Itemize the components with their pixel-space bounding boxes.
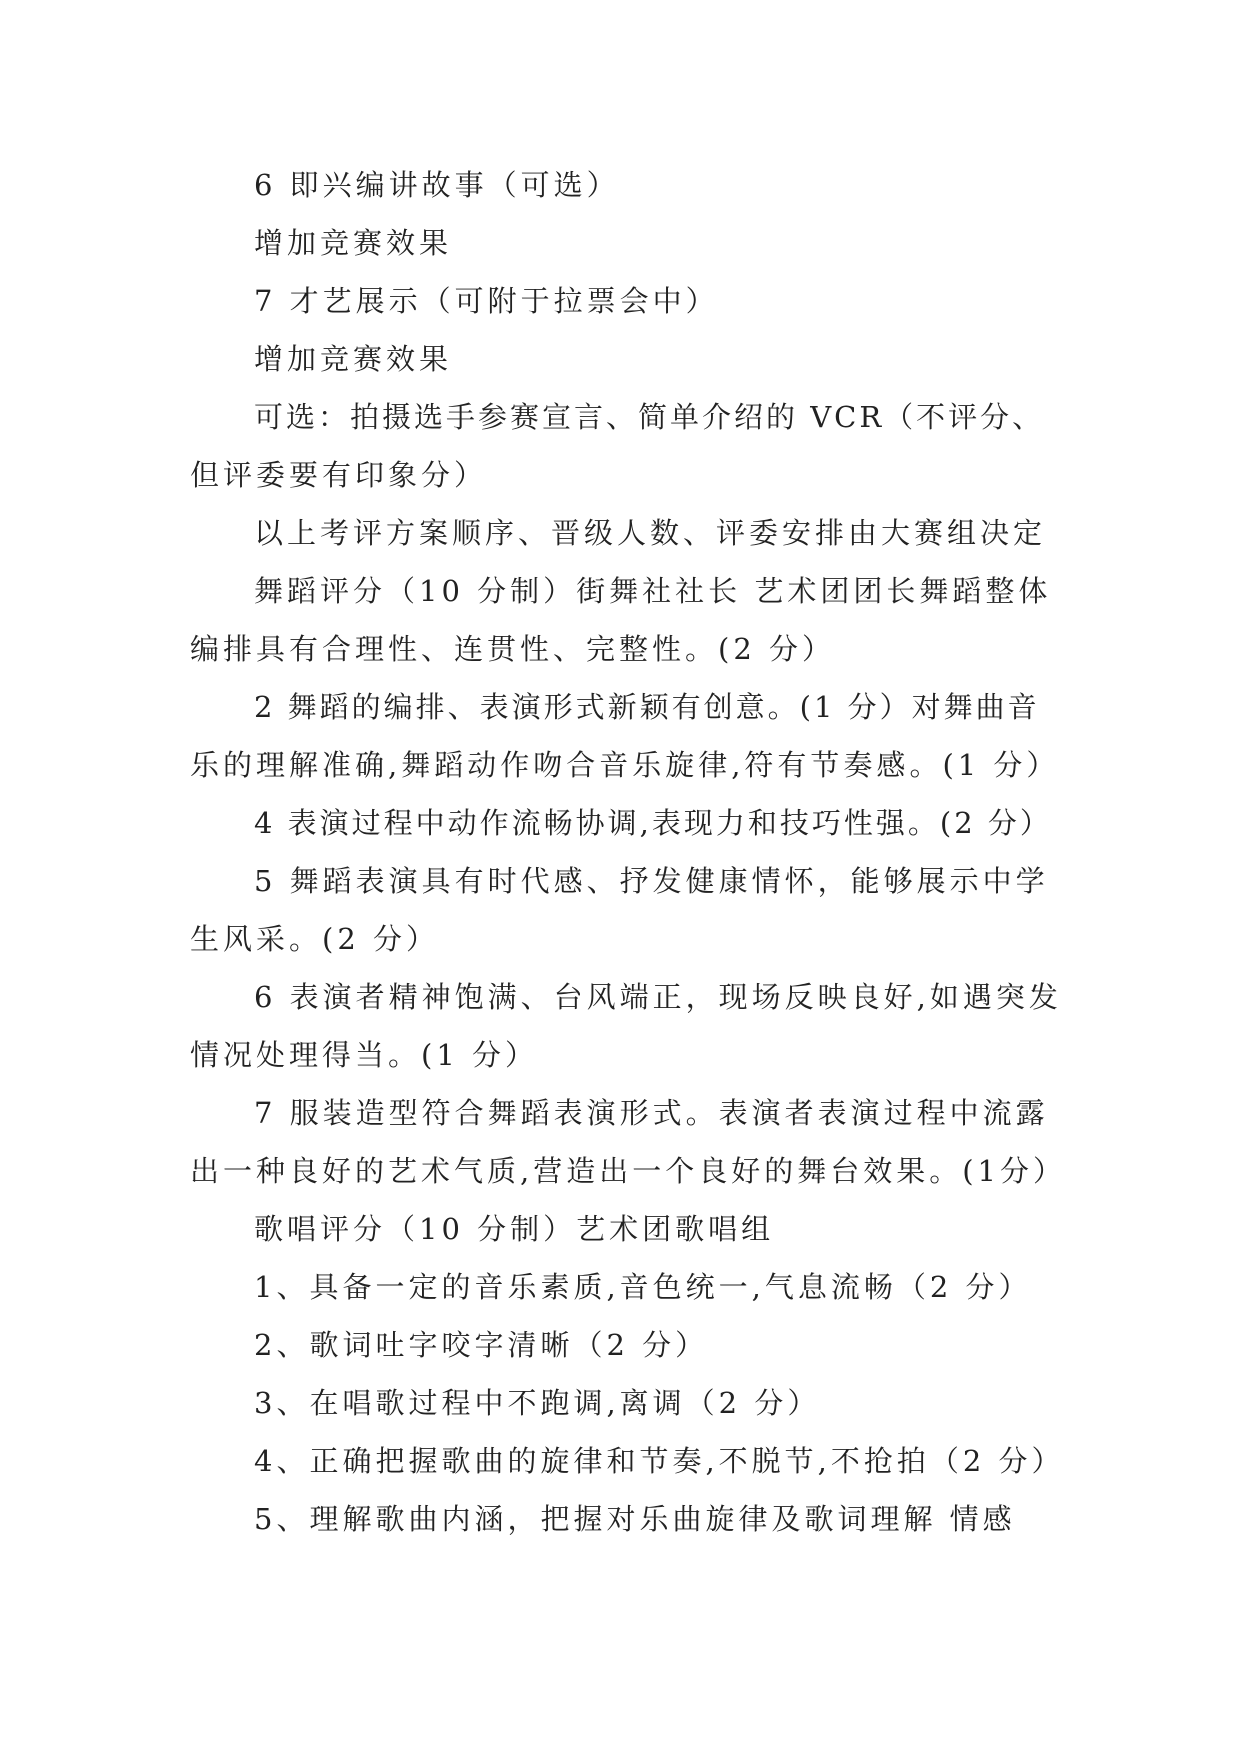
paragraph-line: 2、歌词吐字咬字清晰（2 分） [254,1328,709,1362]
paragraph-line: 以上考评方案顺序、晋级人数、评委安排由大赛组决定 [254,516,1047,550]
paragraph-line: 6 表演者精神饱满、台风端正，现场反映良好,如遇突发 [254,980,1062,1014]
paragraph-line: 出一种良好的艺术气质,营造出一个良好的舞台效果。(1分） [190,1154,1066,1188]
paragraph-line: 可选：拍摄选手参赛宣言、简单介绍的 VCR（不评分、 [254,400,1045,434]
paragraph-line: 编排具有合理性、连贯性、完整性。(2 分） [190,632,835,666]
paragraph-line: 增加竞赛效果 [254,226,453,260]
paragraph-line: 7 服装造型符合舞蹈表演形式。表演者表演过程中流露 [254,1096,1049,1130]
paragraph-line: 增加竞赛效果 [254,342,453,376]
paragraph-line: 1、具备一定的音乐素质,音色统一,气息流畅（2 分） [254,1270,1032,1304]
paragraph-line: 5、理解歌曲内涵，把握对乐曲旋律及歌词理解 情感 [254,1502,1016,1536]
paragraph-line: 情况处理得当。(1 分） [190,1038,538,1072]
paragraph-line: 但评委要有印象分） [190,458,488,492]
paragraph-line: 7 才艺展示（可附于拉票会中） [254,284,719,318]
paragraph-line: 乐的理解准确,舞蹈动作吻合音乐旋律,符有节奏感。(1 分） [190,748,1060,782]
paragraph-line: 2 舞蹈的编排、表演形式新颖有创意。(1 分）对舞曲音 [254,690,1040,724]
paragraph-line: 3、在唱歌过程中不跑调,离调（2 分） [254,1386,821,1420]
paragraph-line: 4 表演过程中动作流畅协调,表现力和技巧性强。(2 分） [254,806,1052,840]
paragraph-line: 4、正确把握歌曲的旋律和节奏,不脱节,不抢拍（2 分） [254,1444,1065,1478]
paragraph-line: 生风采。(2 分） [190,922,439,956]
paragraph-line: 歌唱评分（10 分制）艺术团歌唱组 [254,1212,775,1246]
paragraph-line: 6 即兴编讲故事（可选） [254,168,620,202]
paragraph-line: 5 舞蹈表演具有时代感、抒发健康情怀，能够展示中学 [254,864,1049,898]
document-body [190,156,1066,1548]
paragraph-line: 舞蹈评分（10 分制）街舞社社长 艺术团团长舞蹈整体 [254,574,1052,608]
